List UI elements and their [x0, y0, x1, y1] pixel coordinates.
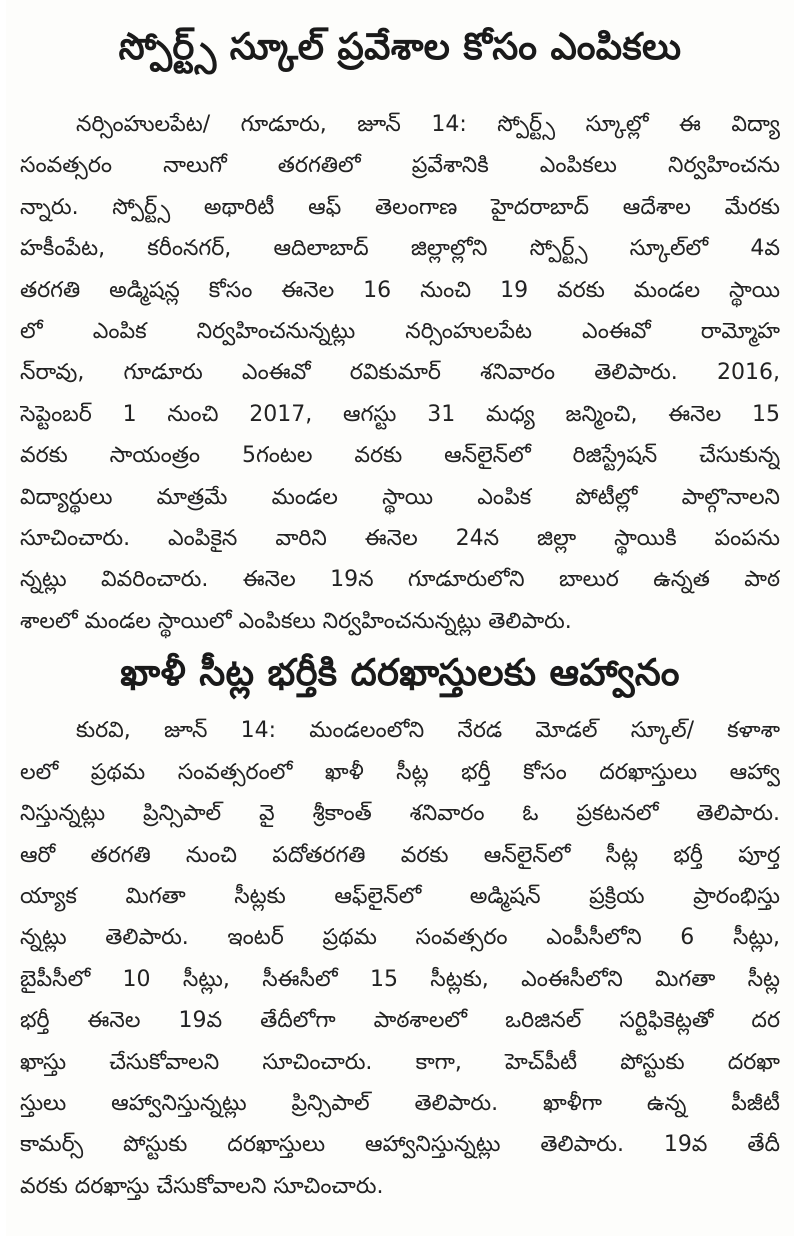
- article-2-line: లలో ప్రథమ సంవత్సరంలో ఖాళీ సీట్ల భర్తీ కోసం దరఖాస్తులు ఆహ్వా: [20, 759, 780, 785]
- article-2-body: [20, 710, 780, 1207]
- article-1-line: వరకు సాయంత్రం 5గంటల వరకు ఆన్‌లైన్‌లో రిజిస్ట్రేషన్ చేసుకున్న: [20, 443, 780, 469]
- article-1-headline: స్పోర్ట్స్ స్కూల్ ప్రవేశాల కోసం ఎంపికలు: [118, 25, 682, 68]
- article-1-line: సంవత్సరం నాలుగో తరగతిలో ప్రవేశానికి ఎంపికలు నిర్వహించను: [20, 153, 780, 179]
- article-1-line: లో ఎంపిక నిర్వహించనున్నట్లు నర్సింహులపేట ఎంఈవో రామ్మోహ: [20, 319, 780, 345]
- article-2-line: కామర్స్ పోస్టుకు దరఖాస్తులు ఆహ్వానిస్తున్నట్లు తెలిపారు. 19వ తేదీ: [20, 1132, 780, 1158]
- article-1-line: న్నట్లు వివరించారు. ఈనెల 19న గూడూరులోని బాలుర ఉన్నత పాఠ: [20, 567, 780, 593]
- article-2-line: న్నట్లు తెలిపారు. ఇంటర్ ప్రథమ సంవత్సరం ఎంపీసీలోని 6 సీట్లు,: [20, 925, 780, 951]
- article-2-line: నిస్తున్నట్లు ప్రిన్సిపాల్ వై శ్రీకాంత్ శనివారం ఓ ప్రకటనలో తెలిపారు.: [20, 801, 780, 827]
- article-1-line: శాలలో మండల స్థాయిలో ఎంపికలు నిర్వహించనున్నట్లు తెలిపారు.: [20, 608, 572, 634]
- newspaper-clipping: [6, 0, 794, 1236]
- article-1-body: [20, 104, 780, 642]
- article-2-line: బైపీసీలో 10 సీట్లు, సీఈసీలో 15 సీట్లకు, ఎంఈసీలోని మిగతా సీట్ల: [20, 966, 780, 992]
- article-2-headline: ఖాళీ సీట్ల భర్తీకి దరఖాస్తులకు ఆహ్వానం: [120, 651, 680, 695]
- article-2-line: య్యాక మిగతా సీట్లకు ఆఫ్‌లైన్‌లో అడ్మిషన్ ప్రక్రియ ప్రారంభిస్తు: [20, 883, 780, 909]
- article-2-line: వరకు దరఖాస్తు చేసుకోవాలని సూచించారు.: [20, 1173, 384, 1199]
- article-1-line: సూచించారు. ఎంపికైన వారిని ఈనెల 24న జిల్లా స్థాయికి పంపను: [20, 526, 780, 552]
- article-1-line: న్‌రావు, గూడూరు ఎంఈవో రవికుమార్ శనివారం తెలిపారు. 2016,: [20, 360, 780, 386]
- article-1-line: విద్యార్థులు మాత్రమే మండల స్థాయి ఎంపిక పోటీల్లో పాల్గొనాలని: [20, 484, 780, 510]
- article-1-line: న్నారు. స్పోర్ట్స్ అథారిటీ ఆఫ్ తెలంగాణ హైదరాబాద్ ఆదేశాల మేరకు: [20, 194, 780, 220]
- article-2-line: ఖాస్తు చేసుకోవాలని సూచించారు. కాగా, హెచ్‌పీటీ పోస్టుకు దరఖా: [20, 1049, 780, 1075]
- article-2-line: కురవి, జూన్ 14: మండలంలోని నేరడ మోడల్ స్కూల్/ కళాశా: [76, 718, 780, 744]
- article-2-line: ఆరో తరగతి నుంచి పదోతరగతి వరకు ఆన్‌లైన్‌లో సీట్ల భర్తీ పూర్త: [20, 842, 780, 868]
- article-2-line: భర్తీ ఈనెల 19వ తేదీలోగా పాఠశాలలో ఒరిజినల్ సర్టిఫికెట్లతో దర: [20, 1008, 780, 1034]
- article-1-line: నర్సింహులపేట/ గూడూరు, జూన్ 14: స్పోర్ట్స్ స్కూల్లో ఈ విద్యా: [76, 112, 780, 137]
- article-1-line: తరగతి అడ్మిషన్ల కోసం ఈనెల 16 నుంచి 19 వరకు మండల స్థాయి: [20, 277, 780, 303]
- article-1-line: హకీంపేట, కరీంనగర్, ఆదిలాబాద్ జిల్లాల్లోని స్పోర్ట్స్ స్కూల్‌లో 4వ: [20, 236, 780, 262]
- article-2-line: స్తులు ఆహ్వానిస్తున్నట్లు ప్రిన్సిపాల్ తెలిపారు. ఖాళీగా ఉన్న పీజీటీ: [20, 1090, 780, 1116]
- article-1-line: సెప్టెంబర్ 1 నుంచి 2017, ఆగస్టు 31 మధ్య జన్మించి, ఈనెల 15: [20, 401, 780, 427]
